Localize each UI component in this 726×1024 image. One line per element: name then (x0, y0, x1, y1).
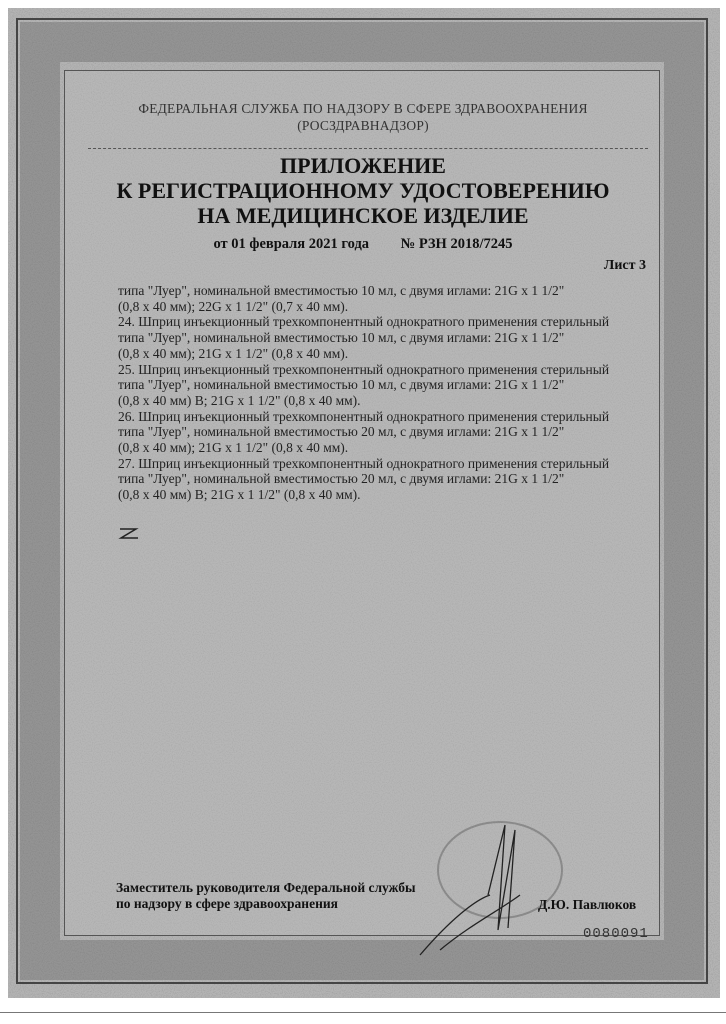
title-line: К РЕГИСТРАЦИОННОМУ УДОСТОВЕРЕНИЮ (116, 178, 610, 203)
scan-edge-line (0, 1012, 726, 1013)
body-line: (0,8 x 40 мм); 22G x 1 1/2" (0,7 x 40 мм). (118, 298, 349, 314)
body-line: 24. Шприц инъекционный трехкомпонентный однократного применения стерильный (118, 314, 610, 330)
end-mark-z (118, 526, 140, 542)
body-line: (0,8 x 40 мм); 21G x 1 1/2" (0,8 x 40 мм). (118, 345, 349, 361)
document-title (0, 153, 726, 228)
registration-number: № РЗН 2018/7245 (400, 236, 513, 252)
body-line: (0,8 x 40 мм); 21G x 1 1/2" (0,8 x 40 мм). (118, 440, 349, 456)
agency-abbrev: (РОСЗДРАВНАДЗОР) (297, 118, 429, 133)
body-line: типа "Луер", номинальной вместимостью 20 мл, с двумя иглами: 21G x 1 1/2" (118, 424, 565, 440)
agency-name: ФЕДЕРАЛЬНАЯ СЛУЖБА ПО НАДЗОРУ В СФЕРЕ ЗДРАВООХРАНЕНИЯ (138, 101, 588, 116)
title-line: ПРИЛОЖЕНИЕ (280, 153, 446, 178)
sheet-number: Лист 3 (603, 258, 646, 273)
header-divider (88, 148, 648, 149)
form-serial-number: 0080091 (583, 926, 649, 942)
body-line: 25. Шприц инъекционный трехкомпонентный однократного применения стерильный (118, 361, 610, 377)
signatory-position (116, 880, 416, 912)
position-line: по надзору в сфере здравоохранения (116, 896, 338, 911)
title-line: НА МЕДИЦИНСКОЕ ИЗДЕЛИЕ (197, 203, 529, 228)
body-line: типа "Луер", номинальной вместимостью 20 мл, с двумя иглами: 21G x 1 1/2" (118, 471, 565, 487)
body-line: типа "Луер", номинальной вместимостью 10 мл, с двумя иглами: 21G x 1 1/2" (118, 330, 565, 346)
document-date: от 01 февраля 2021 года (213, 236, 370, 252)
signatory-name: Д.Ю. Павлюков (538, 897, 637, 912)
body-line: 26. Шприц инъекционный трехкомпонентный однократного применения стерильный (118, 408, 610, 424)
body-line: 27. Шприц инъекционный трехкомпонентный однократного применения стерильный (118, 455, 610, 471)
body-line: типа "Луер", номинальной вместимостью 10 мл, с двумя иглами: 21G x 1 1/2" (118, 283, 565, 298)
body-line: типа "Луер", номинальной вместимостью 10 мл, с двумя иглами: 21G x 1 1/2" (118, 377, 565, 393)
body-line: (0,8 x 40 мм) В; 21G x 1 1/2" (0,8 x 40 мм). (118, 392, 361, 408)
position-line: Заместитель руководителя Федеральной службы (116, 880, 416, 895)
body-line: (0,8 x 40 мм) В; 21G x 1 1/2" (0,8 x 40 мм). (118, 487, 361, 503)
agency-header (0, 100, 726, 134)
document-body (118, 283, 658, 503)
date-number-line (0, 236, 726, 253)
